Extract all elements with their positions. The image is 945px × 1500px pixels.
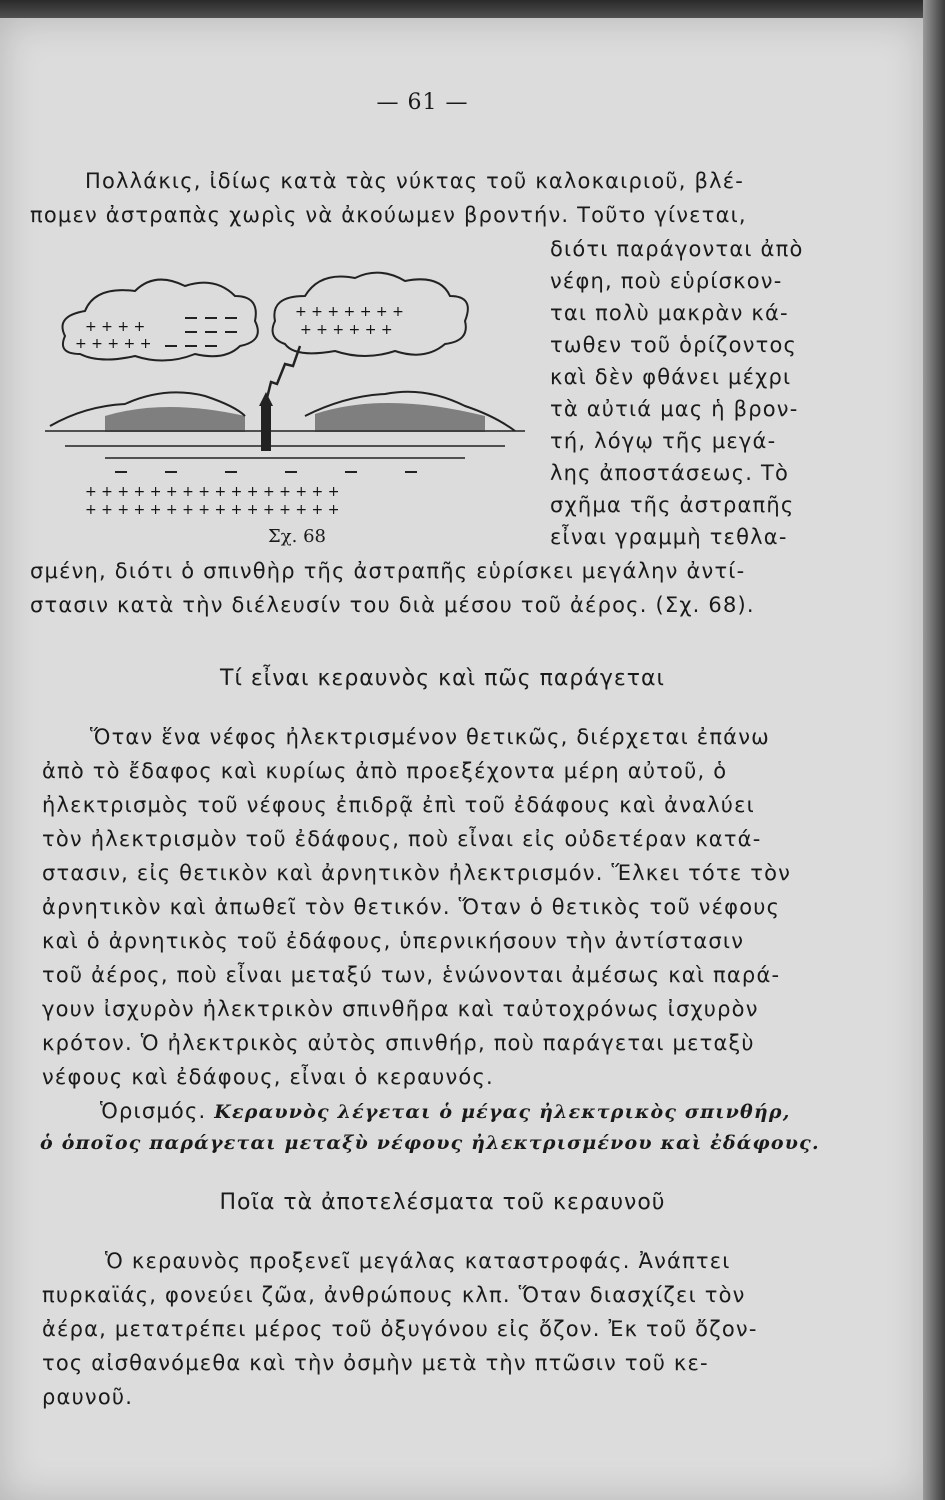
definition-line	[100, 1098, 791, 1125]
definition-label: Ὁρισμός.	[100, 1099, 207, 1123]
body-line: κρότον. Ὁ ἠλεκτρικὸς αὐτὸς σπινθήρ, ποὺ παράγεται μεταξὺ	[42, 1031, 755, 1055]
body-line: Ὅταν ἕνα νέφος ἠλεκτρισμένον θετικῶς, διέρχεται ἐπάνω	[90, 725, 770, 749]
svg-text:+ + + +: + + + +	[85, 319, 146, 335]
definition-text: Κεραυνὸς λέγεται ὁ μέγας ἠλεκτρικὸς σπινθήρ,	[214, 1101, 791, 1123]
svg-text:+ + + + + + + + + + + + + + +: + + + + + + + + + + + + + + + +	[85, 484, 340, 500]
body-line: ἀρνητικὸν καὶ ἀπωθεῖ τὸν θετικόν. Ὅταν ὁ θετικὸς τοῦ νέφους	[42, 895, 781, 919]
intro-line: νέφη, ποὺ εὑρίσκον-	[550, 269, 783, 293]
intro-line: πομεν ἀστραπὰς χωρὶς νὰ ἀκούωμεν βροντήν. Τοῦτο γίνεται,	[30, 203, 747, 227]
intro-line: σμένη, διότι ὁ σπινθὴρ τῆς ἀστραπῆς εὑρίσκει μεγάλην ἀντί-	[30, 559, 746, 583]
body-line: ἀπὸ τὸ ἔδαφος καὶ κυρίως ἀπὸ προεξέχοντα μέρη αὐτοῦ, ὁ	[42, 759, 728, 783]
shoreline	[45, 431, 525, 458]
figure-caption: Σχ. 68	[268, 526, 326, 547]
svg-text:+ + + + +: + + + + +	[75, 336, 152, 352]
book-page	[0, 18, 925, 1500]
section-heading: Ποῖα τὰ ἀποτελέσματα τοῦ κεραυνοῦ	[219, 1190, 666, 1215]
svg-text:+ + + + + + +: + + + + + + +	[295, 304, 404, 320]
intro-line: ται πολὺ μακρὰν κά-	[550, 301, 789, 325]
body-line: Ὁ κεραυνὸς προξενεῖ μεγάλας καταστροφάς. Ἀνάπτει	[105, 1249, 731, 1273]
body-line: στασιν, εἰς θετικὸν καὶ ἀρνητικὸν ἠλεκτρισμόν. Ἕλκει τότε τὸν	[42, 861, 792, 885]
definition-text: ὁ ὁποῖος παράγεται μεταξὺ νέφους ἠλεκτρισμένου καὶ ἐδάφους.	[40, 1132, 820, 1154]
svg-text:+ + + + + + + + + + + + + + +: + + + + + + + + + + + + + + + +	[85, 502, 340, 518]
intro-line: τωθεν τοῦ ὁρίζοντος	[550, 333, 798, 357]
intro-line: τὰ αὐτιά μας ἡ βρον-	[550, 397, 799, 421]
body-line: τὸν ἠλεκτρισμὸν τοῦ ἐδάφους, ποὺ εἶναι εἰς οὐδετέραν κατά-	[42, 827, 762, 851]
lightning-bolt	[265, 346, 300, 406]
section-heading: Τί εἶναι κεραυνὸς καὶ πῶς παράγεται	[220, 666, 665, 691]
body-line: ἠλεκτρισμὸς τοῦ νέφους ἐπιδρᾷ ἐπὶ τοῦ ἐδάφους καὶ ἀναλύει	[42, 793, 755, 817]
intro-line: εἶναι γραμμὴ τεθλα-	[550, 525, 788, 549]
body-line: καὶ ὁ ἀρνητικὸς τοῦ ἐδάφους, ὑπερνικήσουν τὴν ἀντίστασιν	[42, 929, 745, 953]
intro-line: καὶ δὲν φθάνει μέχρι	[550, 365, 792, 389]
intro-line: διότι παράγονται ἀπὸ	[550, 237, 804, 261]
intro-line: στασιν κατὰ τὴν διέλευσίν του διὰ μέσου τοῦ ἀέρος. (Σχ. 68).	[30, 593, 755, 617]
page-number: — 61 —	[376, 90, 469, 115]
intro-line: σχῆμα τῆς ἀστραπῆς	[550, 493, 795, 517]
scan-right-edge	[923, 0, 945, 1500]
intro-line: Πολλάκις, ἰδίως κατὰ τὰς νύκτας τοῦ καλοκαιριοῦ, βλέ-	[85, 169, 745, 193]
svg-text:+ + + + + +: + + + + + +	[300, 322, 393, 338]
intro-line: λης ἀποστάσεως. Τὸ	[550, 461, 790, 485]
body-line: πυρκαϊάς, φονεύει ζῶα, ἀνθρώπους κλπ. Ὅταν διασχίζει τὸν	[42, 1283, 746, 1307]
body-line: τος αἰσθανόμεθα καὶ τὴν ὀσμὴν μετὰ τὴν πτῶσιν τοῦ κε-	[42, 1351, 709, 1375]
body-line: ἀέρα, μετατρέπει μέρος τοῦ ὀξυγόνου εἰς ὄζον. Ἐκ τοῦ ὄζον-	[42, 1317, 758, 1341]
body-line: ραυνοῦ.	[42, 1385, 134, 1409]
intro-line: τή, λόγῳ τῆς μεγά-	[550, 429, 777, 453]
body-line: νέφους καὶ ἐδάφους, εἶναι ὁ κεραυνός.	[42, 1065, 494, 1089]
lightning-figure	[45, 266, 525, 526]
landscape-fill	[105, 403, 485, 432]
scan-top-edge	[0, 0, 945, 20]
church-tower	[261, 406, 271, 451]
body-line: τοῦ ἀέρος, ποὺ εἶναι μεταξύ των, ἑνώνονται ἀμέσως καὶ παρά-	[42, 963, 781, 987]
body-line: γουν ἰσχυρὸν ἠλεκτρικὸν σπινθῆρα καὶ ταὐτοχρόνως ἰσχυρὸν	[42, 997, 759, 1021]
